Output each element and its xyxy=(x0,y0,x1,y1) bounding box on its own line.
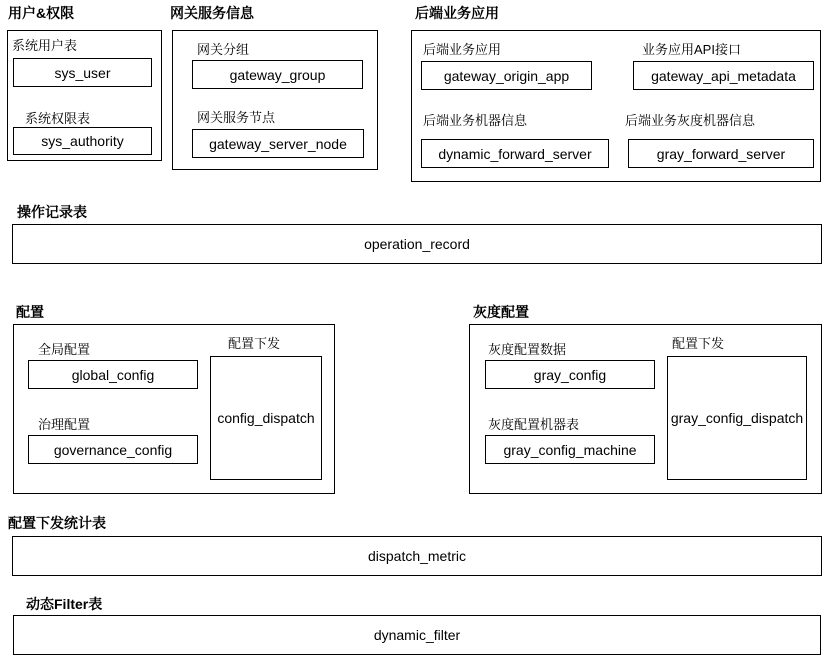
table-label-gray-config-dispatch: 配置下发 xyxy=(672,336,725,351)
table-label-gateway-group: 网关分组 xyxy=(197,42,250,57)
table-box-governance-config: governance_config xyxy=(28,435,198,464)
table-box-gateway-server-node: gateway_server_node xyxy=(192,129,364,158)
table-label-sys-authority: 系统权限表 xyxy=(25,111,91,126)
table-box-gray-config: gray_config xyxy=(485,360,655,389)
table-box-operation-record: operation_record xyxy=(12,224,822,264)
section-header-dispatch-metric: 配置下发统计表 xyxy=(8,515,106,531)
table-box-gateway-group: gateway_group xyxy=(192,60,363,89)
table-box-gateway-origin-app: gateway_origin_app xyxy=(421,61,592,90)
table-label-governance-config: 治理配置 xyxy=(38,417,91,432)
table-label-dynamic-forward-server: 后端业务机器信息 xyxy=(423,113,528,128)
section-header-user-auth: 用户&权限 xyxy=(8,5,75,21)
section-header-dynamic-filter: 动态Filter表 xyxy=(26,596,103,612)
table-label-sys-user: 系统用户表 xyxy=(12,38,78,53)
table-label-gray-forward-server: 后端业务灰度机器信息 xyxy=(625,113,756,128)
table-box-dynamic-filter: dynamic_filter xyxy=(13,615,821,655)
table-box-dynamic-forward-server: dynamic_forward_server xyxy=(421,139,609,168)
table-label-global-config: 全局配置 xyxy=(38,342,91,357)
table-box-gray-forward-server: gray_forward_server xyxy=(628,139,814,168)
table-label-gray-config: 灰度配置数据 xyxy=(488,342,567,357)
section-header-backend-app: 后端业务应用 xyxy=(415,5,499,21)
section-header-config: 配置 xyxy=(16,304,44,320)
section-header-gray-config: 灰度配置 xyxy=(473,304,529,320)
table-box-gray-config-dispatch: gray_config_dispatch xyxy=(667,356,807,480)
table-box-sys-user: sys_user xyxy=(13,58,152,87)
table-label-config-dispatch: 配置下发 xyxy=(228,336,281,351)
table-label-gateway-origin-app: 后端业务应用 xyxy=(423,42,502,57)
table-label-gateway-api-metadata: 业务应用API接口 xyxy=(642,42,741,57)
table-box-global-config: global_config xyxy=(28,360,198,389)
table-label-gateway-server-node: 网关服务节点 xyxy=(197,110,276,125)
table-box-dispatch-metric: dispatch_metric xyxy=(12,536,822,576)
section-header-gateway-service: 网关服务信息 xyxy=(170,5,254,21)
table-label-gray-config-machine: 灰度配置机器表 xyxy=(488,417,580,432)
table-box-sys-authority: sys_authority xyxy=(13,127,152,155)
table-box-config-dispatch: config_dispatch xyxy=(210,356,322,480)
section-header-operation-record: 操作记录表 xyxy=(17,204,87,220)
table-box-gray-config-machine: gray_config_machine xyxy=(485,435,655,464)
table-box-gateway-api-metadata: gateway_api_metadata xyxy=(633,61,814,90)
